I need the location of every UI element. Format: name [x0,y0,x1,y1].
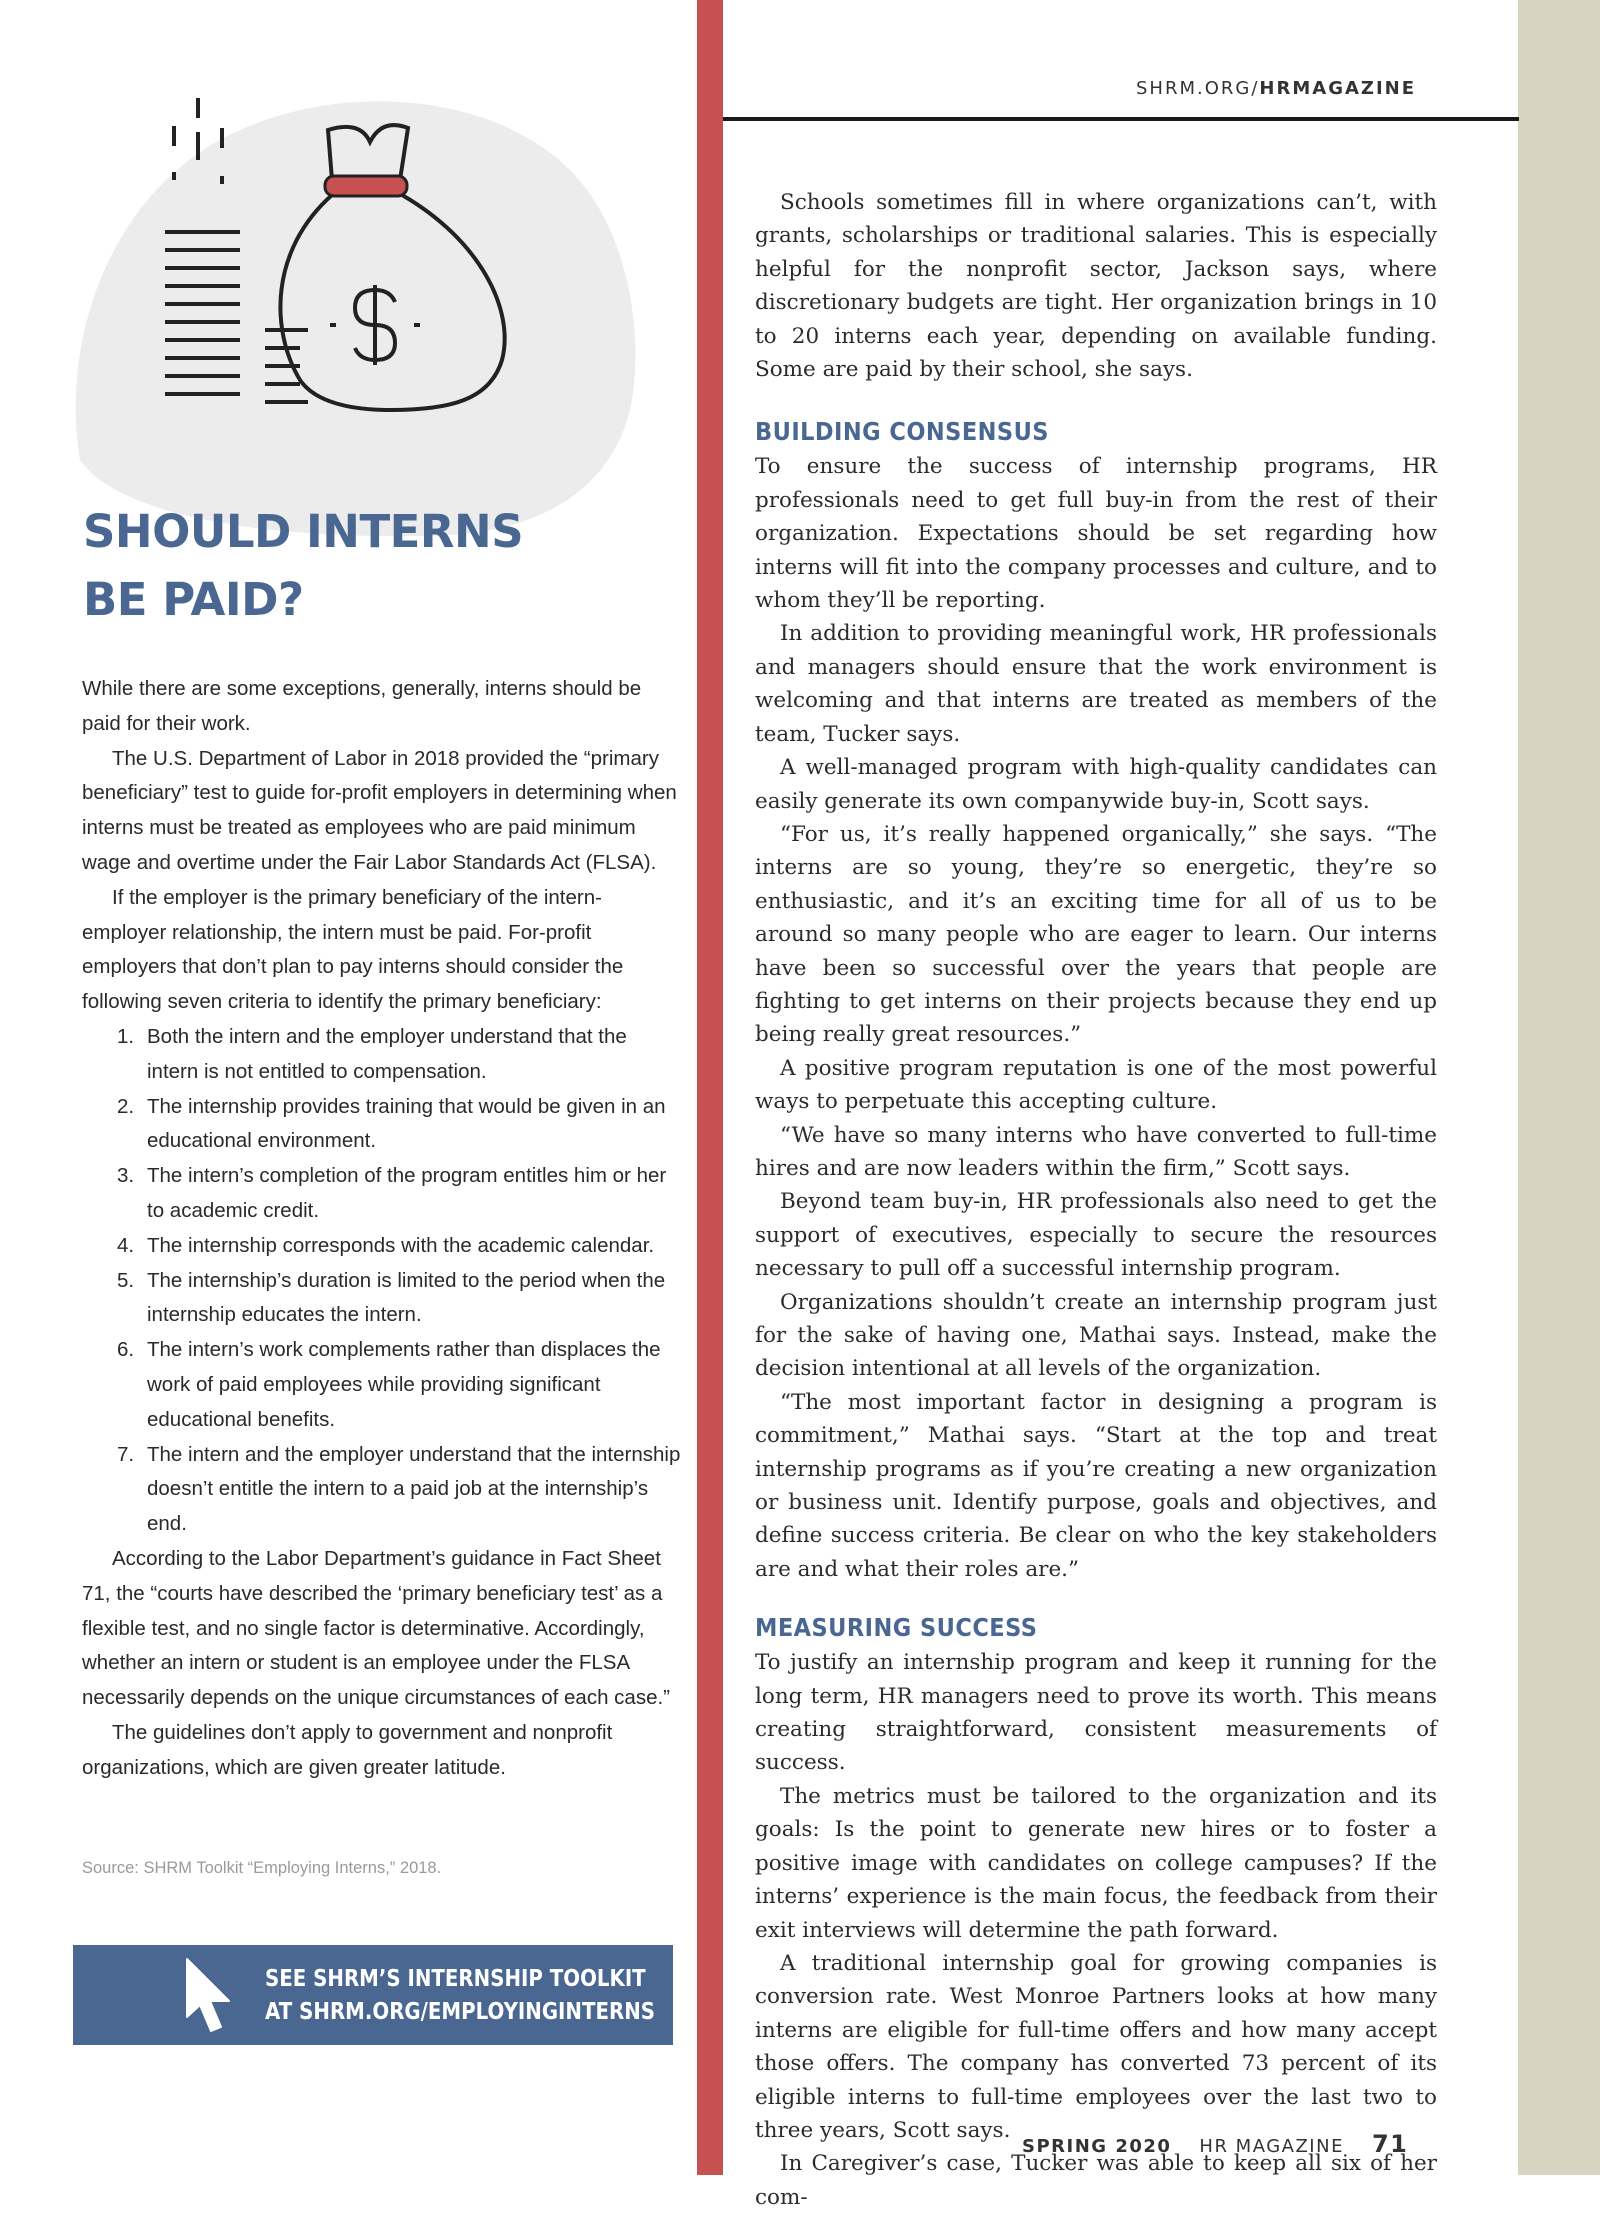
article-paragraph: In addition to providing meaningful work, HR professionals and managers should ensure that the work environment is welcoming and that interns are treated as members of the team, Tucker says. [755,621,1437,747]
sidebar-paragraph: The guidelines don’t apply to government and nonprofit organizations, which are given greater latitude. [82,1720,613,1779]
criteria-item [82,1438,682,1542]
article-paragraph: To ensure the success of internship programs, HR professionals need to get full buy-in from the rest of their organization. Expectations should be set regarding how interns will fit into the company processes and culture, and to whom they’ll be reporting. [755,454,1437,614]
article-paragraph: To justify an internship program and keep it running for the long term, HR managers need to prove its worth. This means creating straightforward, consistent measurements of success. [755,1650,1437,1776]
article-paragraph: The metrics must be tailored to the organization and its goals: Is the point to generate new hires or to foster a positive image with candidates on college campuses? If the interns’ experience is the main focus, the feedback from their exit interviews will determine the path forward. [755,1783,1437,1943]
section-heading: BUILDING CONSENSUS [755,417,1049,447]
header-url-prefix: SHRM.ORG/ [1136,78,1260,99]
internship-toolkit-link[interactable] [73,1945,673,2045]
header-rule [723,117,1519,121]
sidebar-paragraph: The U.S. Department of Labor in 2018 provided the “primary beneficiary” test to guide for-profit employers in determining when interns must be treated as employees who are paid minimum wage and overtime under the Fair Labor Standards Act (FLSA). [82,746,677,874]
sidebar-title [83,498,643,634]
page-edge-strip [1518,0,1600,2175]
criteria-number: 1. [117,1024,135,1048]
criteria-number: 5. [117,1268,135,1292]
sidebar-paragraph: According to the Labor Department’s guidance in Fact Sheet 71, the “courts have described the ‘primary beneficiary test’ as a flexible test, and no single factor is determinative. Accordingly, whether an intern or student is an employee under the FLSA necessarily depends on the unique circumstances of each case.” [82,1546,671,1710]
criteria-number: 7. [117,1442,135,1466]
article-paragraph: “We have so many interns who have converted to full-time hires and are now leaders within the firm,” Scott says. [755,1122,1437,1181]
criteria-text: The intern’s completion of the program entitles him or her to academic credit. [147,1164,667,1222]
criteria-number: 2. [117,1094,135,1118]
criteria-number: 3. [117,1164,135,1188]
criteria-item [82,1229,682,1264]
header-url-bold: HRMAGAZINE [1259,78,1417,99]
article-paragraph: In Caregiver’s case, Tucker was able to keep all six of her com- [755,2151,1437,2210]
criteria-item [82,1090,682,1160]
sidebar-body [82,672,682,1786]
sidebar-title-line: SHOULD INTERNS [83,505,524,558]
criteria-number: 6. [117,1338,135,1362]
criteria-text: The internship’s duration is limited to the period when the internship educates the intern. [147,1268,666,1327]
page-number: 71 [1371,2130,1409,2158]
article-paragraph: A positive program reputation is one of the most powerful ways to perpetuate this accepting culture. [755,1055,1437,1115]
sidebar-paragraph: If the employer is the primary beneficiary of the intern-employer relationship, the intern must be paid. For-profit employers that don’t plan to pay interns should consider the following seven criteria to identify the primary beneficiary: [82,885,624,1014]
criteria-text: The internship provides training that would be given in an educational environment. [147,1094,666,1153]
section-heading: MEASURING SUCCESS [755,1613,1038,1643]
article-paragraph: A well-managed program with high-quality candidates can easily generate its own companywide buy-in, Scott says. [755,755,1437,814]
article-paragraph: Schools sometimes fill in where organizations can’t, with grants, scholarships or traditional salaries. This is especially helpful for the nonprofit sector, Jackson says, where discretionary budgets are tight. Her organization brings in 10 to 20 interns each year, depending on available funding. Some are paid by their school, she says. [755,190,1437,383]
criteria-item [82,1264,682,1334]
money-bag-icon [70,80,640,540]
criteria-number: 4. [117,1233,135,1257]
criteria-text: Both the intern and the employer understand that the intern is not entitled to compensation. [147,1024,627,1083]
article-paragraph: A traditional internship goal for growing companies is conversion rate. West Monroe Partners looks at how many interns are eligible for full-time offers and how many accept those offers. The company has converted 73 percent of its eligible interns to full-time employees over the last two to three years, Scott says. [755,1950,1437,2143]
cursor-arrow-icon [183,1957,239,2035]
criteria-text: The internship corresponds with the academic calendar. [147,1233,655,1257]
article-paragraph: Beyond team buy-in, HR professionals also need to get the support of executives, especially to secure the resources necessary to pull off a successful internship program. [755,1189,1437,1282]
cta-line: AT SHRM.ORG/EMPLOYINGINTERNS [265,1999,656,2025]
criteria-list [82,1020,682,1542]
article-paragraph: “The most important factor in designing a program is commitment,” Mathai says. “Start at the top and treat internship programs as if you’re creating a new organization or business unit. Identify purpose, goals and objectives, and define success criteria. Be clear on who the key stakeholders are and what their roles are.” [755,1389,1437,1582]
sidebar-title-line: BE PAID? [83,573,304,626]
page-footer [1022,2130,1408,2158]
sidebar-paragraph: While there are some exceptions, generally, interns should be paid for their work. [82,677,642,735]
source-note: Source: SHRM Toolkit “Employing Interns,” 2018. [82,1859,442,1877]
column-divider-bar [697,0,723,2175]
criteria-text: The intern and the employer understand that the internship doesn’t entitle the intern to a paid job at the internship’s end. [147,1442,681,1536]
article-paragraph: Organizations shouldn’t create an internship program just for the sake of having one, Mathai says. Instead, make the decision intentional at all levels of the organization. [755,1289,1437,1382]
footer-magazine: HR MAGAZINE [1199,2136,1344,2157]
header-url [1136,78,1416,99]
article-paragraph: “For us, it’s really happened organically,” she says. “The interns are so young, they’re so energetic, they’re so enthusiastic, and it’s an exciting time for all of us to be around so many people who are eager to learn. Our interns have been so successful over the years that people are fighting to get interns on their projects because they end up being really great resources.” [755,821,1437,1048]
criteria-text: The intern’s work complements rather than displaces the work of paid employees while providing significant educational benefits. [147,1338,661,1431]
article-column [755,186,1437,2214]
criteria-item [82,1020,682,1090]
footer-season: SPRING 2020 [1022,2136,1172,2157]
cta-text [265,1963,655,2029]
criteria-item [82,1159,682,1229]
criteria-item [82,1333,682,1437]
cta-line: SEE SHRM’S INTERNSHIP TOOLKIT [265,1966,646,1992]
